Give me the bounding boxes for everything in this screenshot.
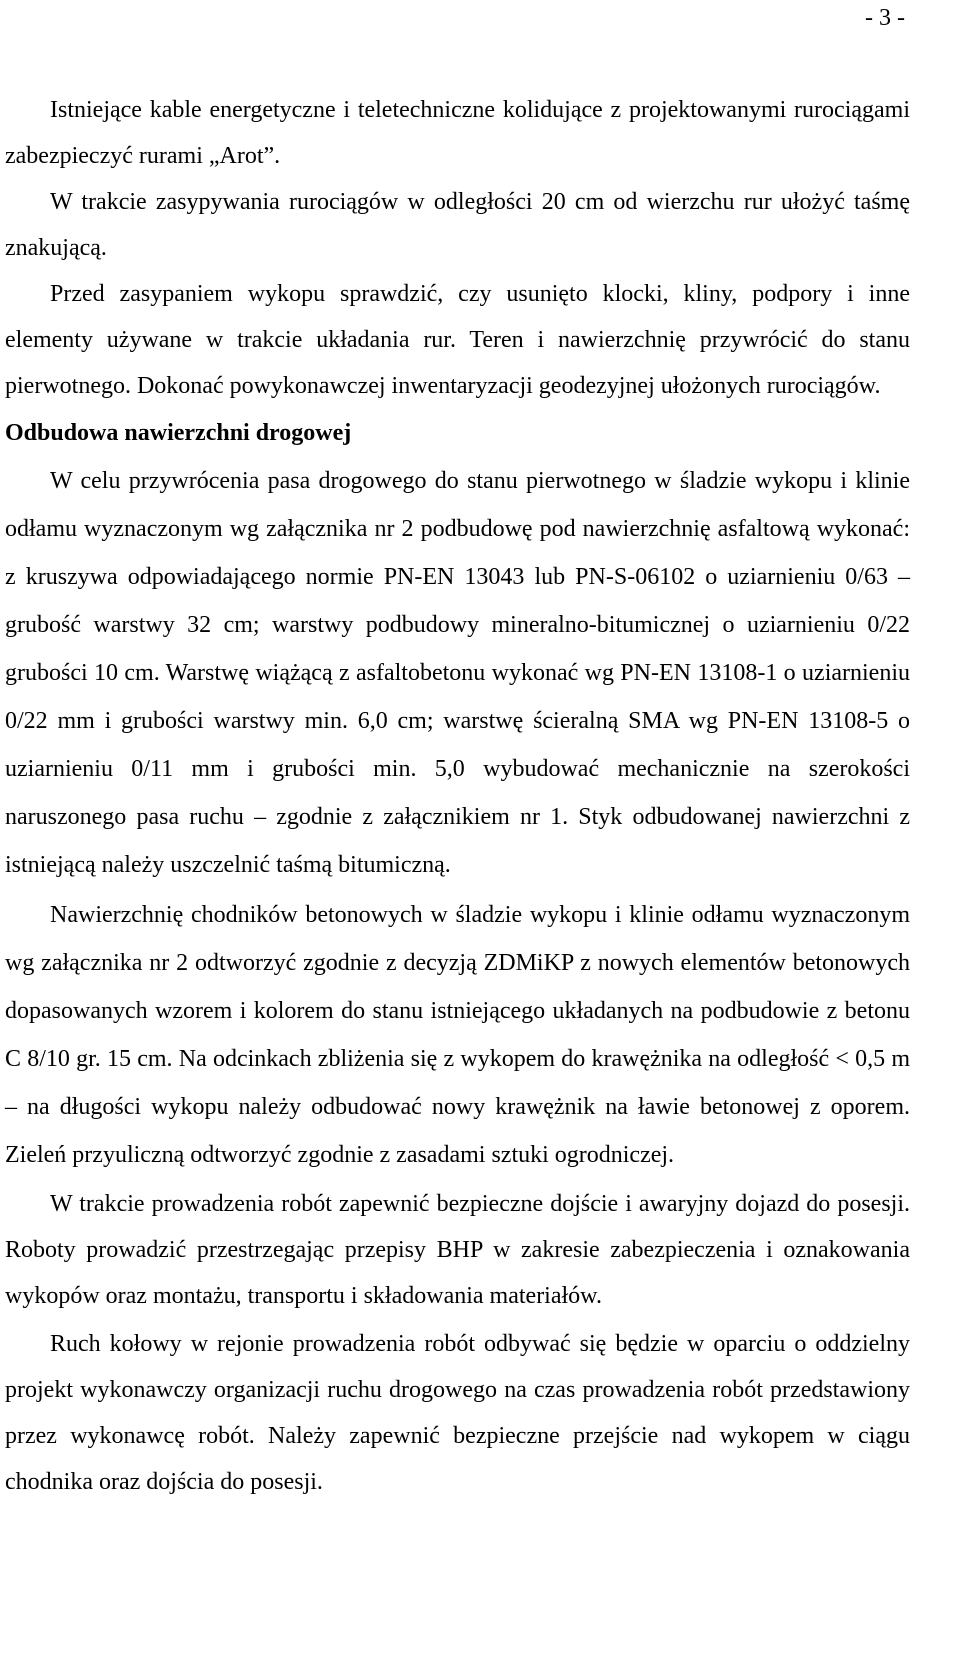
paragraph-backfill-check: Przed zasypaniem wykopu sprawdzić, czy usunięto klocki, kliny, podpory i inne elementy używane w trakcie układania rur. Teren i nawierzchnię przywrócić do stanu pierwotnego. Dokonać powykonawczej inwentaryzacji geodezyjnej ułożonych rurociągów.	[5, 281, 910, 399]
paragraph-marking-tape: W trakcie zasypywania rurociągów w odległości 20 cm od wierzchu rur ułożyć taśmę znakującą.	[5, 189, 910, 261]
document-body	[5, 87, 910, 1505]
paragraph-road-reconstruction: W celu przywrócenia pasa drogowego do stanu pierwotnego w śladzie wykopu i klinie odłamu wyznaczonym wg załącznika nr 2 podbudowę pod nawierzchnię asfaltową wykonać: z kruszywa odpowiadającego normie PN-EN 13043 lub PN-S-06102 o uziarnieniu 0/63 – grubość warstwy 32 cm; warstwy podbudowy mineralno-bitumicznej o uziarnieniu 0/22 grubości 10 cm. Warstwę wiążącą z asfaltobetonu wykonać wg PN-EN 13108-1 o uziarnieniu 0/22 mm i grubości warstwy min. 6,0 cm; warstwę ścieralną SMA wg PN-EN 13108-5 o uziarnieniu 0/11 mm i grubości min. 5,0 wybudować mechanicznie na szerokości naruszonego pasa ruchu – zgodnie z załącznikiem nr 1. Styk odbudowanej nawierzchni z istniejącą należy uszczelnić taśmą bitumiczną.	[5, 468, 910, 878]
paragraph-cable-protection: Istniejące kable energetyczne i teletechniczne kolidujące z projektowanymi rurociągami zabezpieczyć rurami „Arot”.	[5, 97, 910, 169]
paragraph-safe-access: W trakcie prowadzenia robót zapewnić bezpieczne dojście i awaryjny dojazd do posesji. Roboty prowadzić przestrzegając przepisy BHP w zakresie zabezpieczenia i oznakowania wykopów oraz montażu, transportu i składowania materiałów.	[5, 1191, 910, 1309]
page-number: - 3 -	[865, 5, 905, 31]
section-heading-road-surface: Odbudowa nawierzchni drogowej	[5, 420, 352, 446]
paragraph-sidewalk-reconstruction: Nawierzchnię chodników betonowych w śladzie wykopu i klinie odłamu wyznaczonym wg załącznika nr 2 odtworzyć zgodnie z decyzją ZDMiKP z nowych elementów betonowych dopasowanych wzorem i kolorem do stanu istniejącego układanych na podbudowie z betonu C 8/10 gr. 15 cm. Na odcinkach zbliżenia się z wykopem do krawężnika na odległość < 0,5 m – na długości wykopu należy odbudować nowy krawężnik na ławie betonowej z oporem. Zieleń przyuliczną odtworzyć zgodnie z zasadami sztuki ogrodniczej.	[5, 902, 910, 1168]
paragraph-traffic-organization: Ruch kołowy w rejonie prowadzenia robót odbywać się będzie w oparciu o oddzielny projekt wykonawczy organizacji ruchu drogowego na czas prowadzenia robót przedstawiony przez wykonawcę robót. Należy zapewnić bezpieczne przejście nad wykopem w ciągu chodnika oraz dojścia do posesji.	[5, 1331, 910, 1495]
